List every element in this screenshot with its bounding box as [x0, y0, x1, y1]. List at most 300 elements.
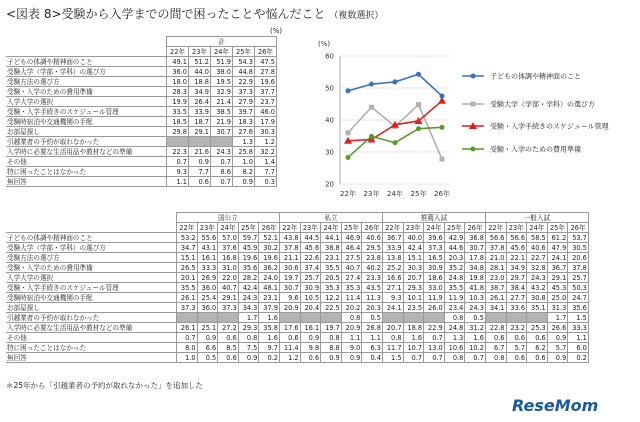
value-cell: 25.7: [300, 273, 321, 283]
value-cell: 21.6: [189, 147, 211, 157]
value-cell: 33.0: [424, 283, 445, 293]
year-header: 24年: [424, 223, 445, 233]
value-cell: 43.5: [362, 283, 383, 293]
value-cell: 0.6: [218, 333, 239, 343]
y-tick-label: 40: [325, 116, 334, 125]
value-cell: 10.6: [444, 343, 465, 353]
year-header: 24年: [527, 223, 548, 233]
data-point: [416, 126, 421, 131]
value-cell: 1.5: [568, 313, 589, 323]
value-cell: 23.5: [403, 303, 424, 313]
value-cell: 22.6: [300, 253, 321, 263]
row-label: 受験時宿泊や交通機関の手配: [6, 117, 167, 127]
value-cell: 8.5: [218, 343, 239, 353]
value-cell: 17.6: [279, 323, 300, 333]
value-cell: 19.6: [255, 77, 277, 87]
row-label: 受験方法の選び方: [6, 253, 177, 263]
value-cell: 51.2: [189, 57, 211, 67]
row-label: お部屋探し: [6, 303, 177, 313]
value-cell: 11.9: [444, 293, 465, 303]
group-header: 国公立: [177, 213, 280, 223]
value-cell: 31.0: [218, 263, 239, 273]
value-cell: 36.7: [547, 263, 568, 273]
value-cell: 26.1: [485, 293, 506, 303]
value-cell: 55.6: [197, 233, 218, 243]
row-label: 受験・入学のための費用準備: [6, 263, 177, 273]
y-tick-label: 20: [325, 180, 334, 189]
value-cell: 19.6: [259, 253, 280, 263]
data-point: [393, 140, 398, 145]
value-cell: 6.7: [485, 343, 506, 353]
year-header: 24年: [218, 223, 239, 233]
x-tick-label: 22年: [340, 190, 356, 198]
value-cell: 20.9: [341, 323, 362, 333]
value-cell: 16.6: [382, 273, 403, 283]
value-cell: 29.1: [547, 273, 568, 283]
value-cell: 20.4: [300, 303, 321, 313]
value-cell: 1.1: [362, 333, 383, 343]
value-cell: 19.6: [238, 253, 259, 263]
value-cell: 9.3: [167, 167, 189, 177]
value-cell: 7.5: [238, 343, 259, 353]
value-cell: 40.2: [362, 263, 383, 273]
value-cell: 23.2: [506, 323, 527, 333]
footnote: ＊25年から「引越業者の予約が取れなかった」を追加した: [6, 381, 204, 390]
value-cell: 59.7: [238, 233, 259, 243]
value-cell: 23.0: [485, 273, 506, 283]
year-header: 26年: [255, 47, 277, 57]
value-cell: 25.3: [527, 323, 548, 333]
value-cell: 26.8: [362, 323, 383, 333]
value-cell: 20.2: [341, 303, 362, 313]
value-cell: 23.1: [321, 253, 342, 263]
value-cell: 27.9: [233, 97, 255, 107]
value-cell: 1.1: [167, 177, 189, 187]
year-header: 25年: [341, 223, 362, 233]
value-cell: 38.7: [485, 283, 506, 293]
value-cell: 24.8: [444, 273, 465, 283]
value-cell: 11.3: [362, 293, 383, 303]
value-cell: 10.7: [403, 343, 424, 353]
row-label: 受験・入学のための費用準備: [6, 87, 167, 97]
value-cell: 0.6: [485, 333, 506, 343]
value-cell: 20.3: [444, 253, 465, 263]
value-cell: 24.3: [238, 293, 259, 303]
value-cell: 21.4: [211, 97, 233, 107]
value-cell: 39.7: [233, 107, 255, 117]
year-header: 22年: [382, 223, 403, 233]
value-cell: 23.3: [362, 273, 383, 283]
value-cell: 44.6: [444, 243, 465, 253]
value-cell: 20.9: [279, 303, 300, 313]
x-tick-label: 23年: [363, 190, 380, 198]
value-cell: 28.3: [167, 87, 189, 97]
value-cell: 26.1: [177, 323, 198, 333]
value-cell: 45.6: [506, 243, 527, 253]
value-cell: 8.0: [177, 343, 198, 353]
value-cell: 27.5: [341, 253, 362, 263]
value-cell: 51.9: [211, 57, 233, 67]
value-cell: 47.5: [255, 57, 277, 67]
value-cell: 7.7: [255, 167, 277, 177]
value-cell: 0.2: [568, 353, 589, 363]
value-cell: 18.8: [189, 77, 211, 87]
value-cell: 36.0: [197, 283, 218, 293]
legend-label: 子どもの体調や精神面のこと: [490, 72, 581, 81]
value-cell: 36.7: [382, 233, 403, 243]
value-cell: 0.7: [211, 177, 233, 187]
series-line: [348, 74, 442, 96]
value-cell: 10.5: [300, 293, 321, 303]
value-cell: 57.0: [218, 233, 239, 243]
value-cell: 0.9: [238, 353, 259, 363]
value-cell: 13.8: [382, 253, 403, 263]
value-cell: 30.3: [403, 263, 424, 273]
value-cell: 29.5: [362, 243, 383, 253]
title-subtitle: （複数選択）: [329, 11, 384, 21]
value-cell: 5.7: [547, 343, 568, 353]
value-cell: 1.6: [403, 333, 424, 343]
value-cell: 6.6: [197, 343, 218, 353]
value-cell: 26.9: [197, 273, 218, 283]
data-point: [440, 157, 445, 162]
value-cell: 1.6: [259, 313, 280, 323]
value-cell: 9.7: [259, 343, 280, 353]
value-cell: 29.7: [506, 273, 527, 283]
value-cell: 9.8: [300, 343, 321, 353]
value-cell: 6.2: [527, 343, 548, 353]
legend-label: 受験・入学のための費用準備: [490, 145, 581, 154]
value-cell: 22.5: [321, 303, 342, 313]
value-cell: 15.1: [403, 253, 424, 263]
value-cell: 29.1: [189, 127, 211, 137]
value-cell: 21.0: [485, 253, 506, 263]
value-cell: 56.6: [506, 233, 527, 243]
value-cell: 32.9: [211, 87, 233, 97]
value-cell: 1.7: [238, 313, 259, 323]
value-cell: 35.8: [259, 323, 280, 333]
value-cell: 0.3: [255, 177, 277, 187]
value-cell: 35.5: [177, 283, 198, 293]
value-cell: 0.6: [527, 333, 548, 343]
year-header: 22年: [167, 47, 189, 57]
group-header: 計: [167, 37, 277, 47]
value-cell: 24.3: [527, 273, 548, 283]
value-cell: 41.8: [465, 283, 486, 293]
value-cell: 37.3: [177, 303, 198, 313]
y-axis-unit: (%): [318, 40, 331, 48]
value-cell: 24.0: [259, 273, 280, 283]
value-cell: 42.9: [444, 233, 465, 243]
value-cell: 35.6: [568, 303, 589, 313]
value-cell: 1.7: [547, 313, 568, 323]
value-cell: 40.7: [341, 263, 362, 273]
value-cell: 31.2: [465, 323, 486, 333]
data-point: [440, 125, 445, 130]
data-point: [346, 88, 351, 93]
value-cell: 19.8: [465, 273, 486, 283]
value-cell: 0.8: [321, 333, 342, 343]
row-label: 特に困ったことはなかった: [6, 167, 167, 177]
value-cell: 24.1: [382, 303, 403, 313]
value-cell: 30.7: [465, 243, 486, 253]
value-cell: 30.7: [211, 127, 233, 137]
value-cell: 20.1: [177, 273, 198, 283]
value-cell: 0.7: [177, 333, 198, 343]
title-text: <図表 8>受験から入学までの間で困ったことや悩んだこと: [6, 7, 326, 21]
value-cell: 1.1: [341, 333, 362, 343]
value-cell: 30.9: [300, 283, 321, 293]
value-cell: 16.5: [424, 253, 445, 263]
value-cell: 36.0: [197, 303, 218, 313]
y-tick-label: 50: [325, 84, 334, 93]
value-cell: 33.9: [382, 243, 403, 253]
value-cell: 23.7: [255, 97, 277, 107]
value-cell: 16.1: [197, 253, 218, 263]
value-cell: 1.6: [259, 333, 280, 343]
value-cell: 0.9: [547, 353, 568, 363]
value-cell: 40.6: [527, 243, 548, 253]
value-cell: 46.9: [341, 233, 362, 243]
value-cell: 23.8: [362, 253, 383, 263]
value-cell: 0.5: [465, 313, 486, 323]
year-header: 25年: [547, 223, 568, 233]
year-header: 22年: [485, 223, 506, 233]
year-header: 23年: [189, 47, 211, 57]
data-point: [346, 130, 351, 135]
value-cell: 30.8: [527, 293, 548, 303]
value-cell: 35.5: [444, 283, 465, 293]
value-cell: 20.3: [362, 303, 383, 313]
value-cell: 37.9: [259, 303, 280, 313]
value-cell: 7.7: [189, 167, 211, 177]
value-cell: 45.3: [547, 283, 568, 293]
value-cell: 31.3: [547, 303, 568, 313]
data-point: [438, 97, 446, 104]
value-cell: 0.9: [547, 333, 568, 343]
year-header: 25年: [444, 223, 465, 233]
value-cell: 35.3: [341, 283, 362, 293]
value-cell: 30.6: [279, 263, 300, 273]
value-cell: 0.9: [341, 353, 362, 363]
top-table-unit: (%): [270, 27, 283, 35]
value-cell: 52.1: [259, 233, 280, 243]
value-cell: 33.6: [506, 303, 527, 313]
legend-marker: [471, 74, 476, 79]
value-cell: 1.3: [233, 137, 255, 147]
value-cell: 21.1: [279, 253, 300, 263]
year-header: 23年: [300, 223, 321, 233]
value-cell: 20.5: [321, 273, 342, 283]
row-label: お部屋探し: [6, 127, 167, 137]
value-cell: 35.2: [444, 263, 465, 273]
value-cell: 37.3: [233, 87, 255, 97]
value-cell: 9.0: [341, 343, 362, 353]
value-cell: 40.6: [362, 233, 383, 243]
value-cell: 46.4: [341, 243, 362, 253]
value-cell: 28.1: [485, 263, 506, 273]
value-cell: 0.4: [362, 353, 383, 363]
value-cell: 36.8: [465, 233, 486, 243]
value-cell: 11.4: [279, 343, 300, 353]
value-cell: 21.9: [211, 117, 233, 127]
value-cell: 0.7: [424, 333, 445, 343]
row-label: 無回答: [6, 177, 167, 187]
value-cell: 6.0: [568, 343, 589, 353]
value-cell: 25.1: [197, 323, 218, 333]
value-cell: 0.5: [362, 313, 383, 323]
value-cell: 37.7: [255, 87, 277, 97]
value-cell: 0.7: [167, 157, 189, 167]
value-cell: 20.7: [403, 273, 424, 283]
row-label: 受験大学（学部・学科）の選び方: [6, 243, 177, 253]
value-cell: 0.9: [189, 157, 211, 167]
value-cell: 22.9: [424, 323, 445, 333]
value-cell: 39.6: [424, 233, 445, 243]
value-cell: 24.3: [465, 303, 486, 313]
value-cell: 16.1: [300, 323, 321, 333]
year-header: 23年: [403, 223, 424, 233]
value-cell: 0.9: [233, 177, 255, 187]
value-cell: 25.2: [382, 263, 403, 273]
value-cell: 44.5: [300, 233, 321, 243]
value-cell: 45.6: [300, 243, 321, 253]
row-label: 受験・入学手続きのスケジュール管理: [6, 107, 167, 117]
value-cell: 35.5: [321, 263, 342, 273]
value-cell: 35.1: [527, 303, 548, 313]
year-header: 23年: [506, 223, 527, 233]
value-cell: 46.0: [255, 107, 277, 117]
value-cell: 8.6: [211, 167, 233, 177]
value-cell: 22.7: [527, 253, 548, 263]
value-cell: 24.7: [568, 293, 589, 303]
value-cell: 0.8: [444, 313, 465, 323]
value-cell: 1.2: [279, 353, 300, 363]
value-cell: 34.7: [177, 243, 198, 253]
group-header: 推薦入試: [382, 213, 485, 223]
value-cell: 36.2: [259, 263, 280, 273]
year-header: 22年: [177, 223, 198, 233]
value-cell: 16.8: [218, 253, 239, 263]
value-cell: 20.7: [382, 323, 403, 333]
value-cell: 1.0: [177, 353, 198, 363]
value-cell: 25.7: [568, 273, 589, 283]
value-cell: 0.8: [485, 353, 506, 363]
row-label: 引越業者の予約が取れなかった: [6, 137, 167, 147]
value-cell: 47.9: [547, 243, 568, 253]
value-cell: 35.3: [321, 283, 342, 293]
value-cell: 26.0: [424, 303, 445, 313]
row-label: その他: [6, 333, 177, 343]
data-point: [416, 72, 421, 77]
value-cell: 28.2: [238, 273, 259, 283]
value-cell: 19.7: [321, 323, 342, 333]
value-cell: 18.3: [233, 117, 255, 127]
row-label: 入学時に必要な生活用品や教材などの準備: [6, 147, 167, 157]
year-header: 25年: [233, 47, 255, 57]
value-cell: 9.6: [279, 293, 300, 303]
row-label: 無回答: [6, 353, 177, 363]
value-cell: 42.4: [403, 243, 424, 253]
value-cell: 22.1: [506, 253, 527, 263]
value-cell: 53.7: [568, 233, 589, 243]
value-cell: 37.6: [218, 243, 239, 253]
value-cell: 43.1: [197, 243, 218, 253]
value-cell: 30.3: [255, 127, 277, 137]
year-header: 22年: [279, 223, 300, 233]
value-cell: 0.6: [527, 353, 548, 363]
value-cell: 34.9: [506, 263, 527, 273]
value-cell: 17.9: [255, 117, 277, 127]
value-cell: 0.6: [300, 353, 321, 363]
value-cell: 30.5: [568, 243, 589, 253]
value-cell: 24.1: [547, 253, 568, 263]
value-cell: 27.8: [255, 67, 277, 77]
year-header: 26年: [259, 223, 280, 233]
value-cell: 22.9: [233, 77, 255, 87]
value-cell: 37.8: [279, 243, 300, 253]
value-cell: 53.2: [177, 233, 198, 243]
value-cell: 22.3: [167, 147, 189, 157]
value-cell: 17.8: [465, 253, 486, 263]
x-tick-label: 25年: [410, 190, 427, 198]
value-cell: 37.8: [568, 263, 589, 273]
value-cell: 36.0: [167, 67, 189, 77]
value-cell: 24.3: [211, 147, 233, 157]
row-label: 受験方法の選び方: [6, 77, 167, 87]
year-header: 26年: [465, 223, 486, 233]
row-label: その他: [6, 157, 167, 167]
value-cell: 22.0: [218, 273, 239, 283]
value-cell: 6.3: [362, 343, 383, 353]
value-cell: 34.9: [189, 87, 211, 97]
value-cell: 38.8: [321, 243, 342, 253]
value-cell: 0.2: [259, 353, 280, 363]
value-cell: 22.8: [485, 323, 506, 333]
value-cell: 27.4: [341, 273, 362, 283]
row-label: 受験・入学手続きのスケジュール管理: [6, 283, 177, 293]
row-label: 入学大学の選択: [6, 97, 167, 107]
year-header: 23年: [197, 223, 218, 233]
value-cell: 23.1: [259, 293, 280, 303]
value-cell: 43.2: [527, 283, 548, 293]
value-cell: 26.6: [547, 323, 568, 333]
value-cell: 18.6: [424, 273, 445, 283]
row-label: 子どもの体調や精神面のこと: [6, 233, 177, 243]
value-cell: 26.1: [177, 293, 198, 303]
value-cell: 43.8: [279, 233, 300, 243]
value-cell: 1.3: [444, 333, 465, 343]
value-cell: 23.4: [444, 303, 465, 313]
row-label: 子どもの体調や精神面のこと: [6, 57, 167, 67]
value-cell: 37.3: [218, 303, 239, 313]
value-cell: 49.1: [167, 57, 189, 67]
value-cell: 10.3: [465, 293, 486, 303]
value-cell: 27.6: [233, 127, 255, 137]
year-header: 24年: [211, 47, 233, 57]
value-cell: 0.6: [218, 353, 239, 363]
value-cell: 5.7: [506, 343, 527, 353]
value-cell: 11.9: [424, 293, 445, 303]
value-cell: 1.2: [255, 137, 277, 147]
value-cell: 9.3: [382, 293, 403, 303]
value-cell: 0.7: [424, 353, 445, 363]
value-cell: 15.1: [177, 253, 198, 263]
value-cell: 56.6: [485, 233, 506, 243]
value-cell: 44.0: [189, 67, 211, 77]
x-tick-label: 26年: [434, 190, 450, 198]
data-point: [416, 102, 421, 107]
